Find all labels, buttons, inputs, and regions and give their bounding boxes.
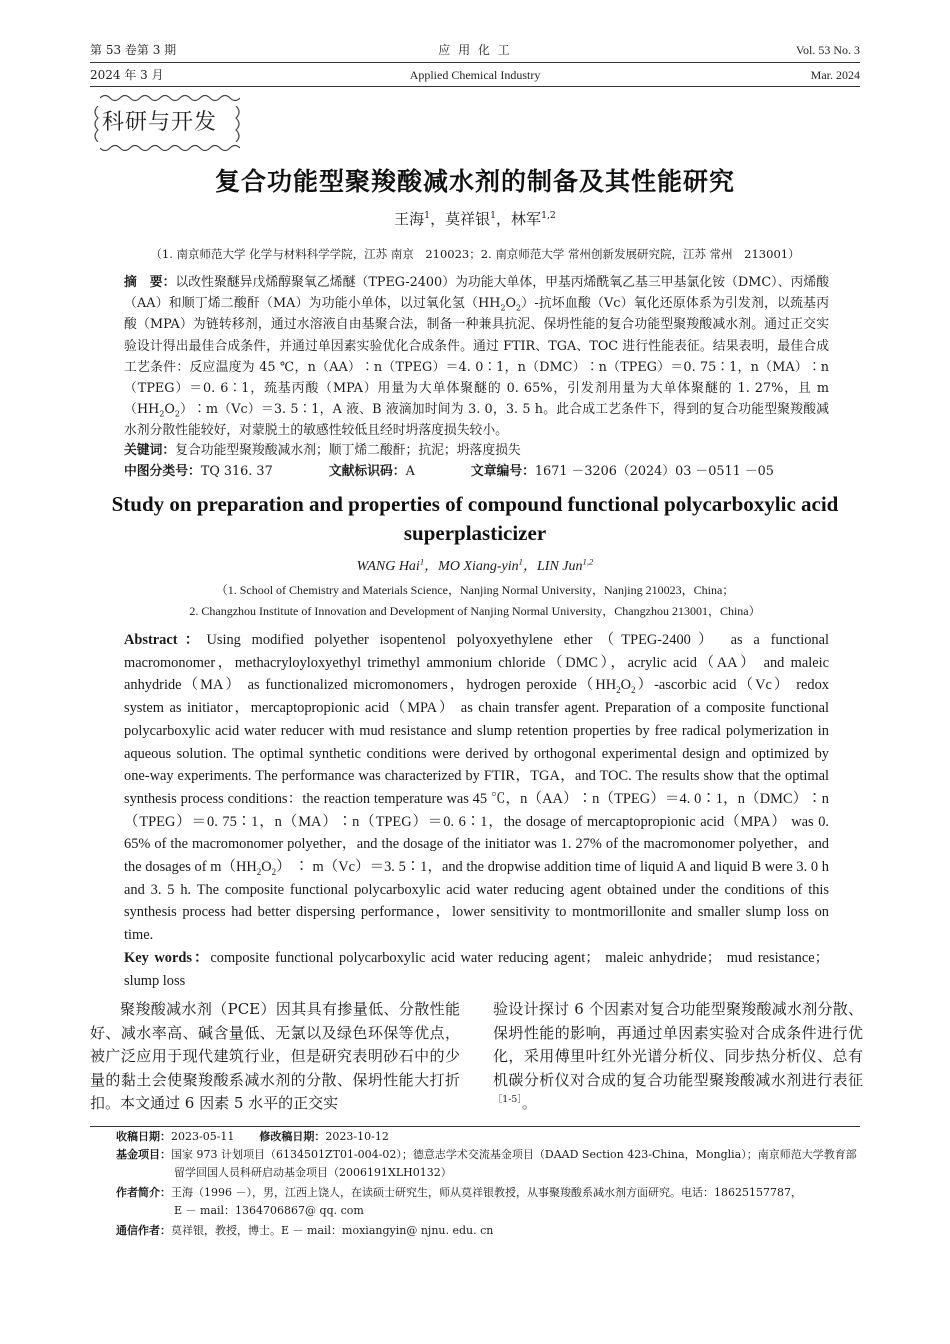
abstract-cn-label: 摘 要： (124, 275, 176, 290)
citation-ref: ［1-5］ (493, 1094, 522, 1106)
revised-date: 2023-10-12 (325, 1130, 389, 1143)
corresponding-label: 通信作者： (116, 1224, 171, 1237)
author-name: 莫祥银 (445, 210, 491, 228)
affiliation-en-line: 2. Changzhou Institute of Innovation and Development of Nanjing Normal University，Changzhou 213001，China） (189, 604, 761, 618)
keywords-cn (124, 440, 829, 461)
subscript: 2 (271, 866, 277, 877)
article-no-value: 1671 －3206（2024）03 －0511 －05 (534, 464, 774, 479)
abstract-cn-text: ）∶m（Vc）＝3. 5∶1，A 液、B 液滴加时间为 3. 0，3. 5 h。此合成工艺条件下，得到的复合功能型聚羧酸减水剂分散性能较好，对蒙脱土的敏感性较低且经时坍落度损失较小。 (124, 402, 829, 439)
body-text: 验设计探讨 6 个因素对复合功能型聚羧酸减水剂分散、保坍性能的影响，再通过单因素实验对合成条件进行优化，采用傅里叶红外光谱分析仪、同步热分析仪、总有机碳分析仪对合成的复合功能型聚羧酸减水剂进行表征 (493, 1000, 863, 1089)
abstract-en-text: ） ∶ m（Vc）＝3. 5∶1，and the dropwise addition time of liquid A and liquid B were 3. 0 h and 3. 5 h. The composite functional polycarboxylic acid water reducing agent obtained under the conditions of this synthesis process had better dispersing performance，lower sensitivity to montmorillonite and smaller slump loss on time. (124, 859, 829, 944)
journal-name-en: Applied Chemical Industry (409, 68, 541, 82)
received-label: 收稿日期： (116, 1130, 171, 1143)
header-divider (90, 62, 860, 63)
subscript: 2 (174, 409, 180, 419)
ornament-left-icon (92, 106, 102, 142)
formula-o: O (261, 859, 272, 876)
body-paragraph (493, 998, 863, 1116)
abstract-cn-text: 以改性聚醚异戊烯醇聚氧乙烯醚（TPEG-2400）为功能大单体，甲基丙烯酰氧乙基三甲基氯化铵（DMC）、丙烯酸（AA）和顺丁烯二酸酐（MA）为功能小单体，以过氧化氢（H (124, 275, 830, 312)
author-affil-mark: 1 (419, 556, 425, 567)
ornament-right-icon (232, 106, 242, 142)
abstract-en (124, 629, 829, 992)
formula-h: H (148, 402, 160, 418)
abstract-en-text: ）-ascorbic acid（Vc） redox system as initiator，mercaptopropionic acid（MPA） as chain transfer agent. Preparation of a composite functional polycarboxylic acid water reducer with mud resistance and slump retention properties by free radical polymerization in aqueous solution. The optimal synthetic conditions were derived by orthogonal experimental design and optimized by one-way experiments. The performance was characterized by FTIR，TGA，and TOC. The results show that the optimal synthesis process conditions：the reaction temperature was 45 ℃，n（AA）∶n（TPEG）＝4. 0∶1，n（DMC）∶n（TPEG）＝0. 75∶1，n（MA）∶n（TPEG）＝0. 6∶1，the dosage of mercaptopropionic acid（MPA） was 0. 65% of the macromonomer polyether，and the dosage of the initiator was 1. 27% of the macromonomer polyether，and the dosages of m（H (124, 677, 829, 876)
abstract-cn (124, 272, 829, 442)
author-name-en: WANG Hai (356, 559, 420, 574)
author-name: 林军 (511, 210, 542, 228)
author-bio-label: 作者简介： (116, 1186, 171, 1199)
received-date: 2023-05-11 (171, 1130, 235, 1143)
keywords-en-label: Key words： (124, 949, 211, 966)
author-bio-text: 王海（1996 －），男，江西上饶人，在读硕士研究生，师从莫祥银教授，从事聚羧酸系减水剂方面研究。电话：18625157787， (171, 1186, 802, 1199)
keywords-cn-text: 复合功能型聚羧酸减水剂；顺丁烯二酸酐；抗泥；坍落度损失 (175, 443, 521, 458)
formula-h: H (489, 296, 501, 312)
ornament-top-icon (100, 94, 240, 102)
footnote-corresponding (116, 1222, 862, 1240)
body-column-left (90, 998, 460, 1116)
author-email: E － mail：1364706867@ qq. com (174, 1204, 364, 1217)
author-affil-mark: 1 (424, 210, 431, 221)
body-text-end: 。 (521, 1094, 537, 1113)
body-paragraph: 聚羧酸减水剂（PCE）因其具有掺量低、分散性能好、减水率高、碱含量低、无氯以及绿色环保等优点，被广泛应用于现代建筑行业，但是研究表明砂石中的少量的黏土会使聚羧酸系减水剂的分散、保坍性能大打折扣。本文通过 6 因素 5 水平的正交实 (90, 1000, 460, 1113)
article-no-label: 文章编号： (470, 464, 535, 479)
journal-date: 2024 年 3 月 (90, 68, 164, 82)
author-list-cn: 王海$^1$，莫祥银$^1$，林军$^{1,2}$ (394, 210, 556, 228)
author-list-en: WANG Hai$^1$，MO Xiang-yin$^1$，LIN Jun$^{1,2}$ (356, 556, 594, 574)
ornament-bottom-icon (100, 144, 240, 152)
author-name-en: LIN Jun (537, 559, 583, 574)
corresponding-text: 莫祥银，教授，博士。E － mail：moxiangyin@ njnu. edu. cn (171, 1224, 494, 1237)
subscript: 2 (159, 409, 165, 419)
subscript: 2 (516, 303, 522, 313)
abstract-en-text: Using modified polyether isopentenol polyoxyethylene ether（TPEG-2400） as a functional macromonomer，methacryloyloxyethyl trimethyl ammonium chloride（DMC），acrylic acid（AA） and maleic anhydride（MA） as functionalized micromonomers，hydrogen peroxide（H (124, 632, 829, 694)
article-title-cn: 复合功能型聚羧酸减水剂的制备及其性能研究 (214, 167, 735, 196)
author-affil-mark: 1,2 (541, 210, 556, 221)
author-name-en: MO Xiang-yin (438, 559, 519, 574)
clc-value: TQ 316. 37 (200, 464, 273, 479)
formula-h: H (605, 677, 617, 694)
author-affil-mark: 1,2 (582, 556, 594, 567)
fund-label: 基金项目： (116, 1148, 171, 1161)
formula-o: O (505, 296, 516, 312)
author-affil-mark: 1 (490, 210, 497, 221)
footnote-fund (116, 1146, 862, 1182)
affiliation-cn: （1. 南京师范大学 化学与材料科学学院，江苏 南京 210023；2. 南京师范大学 常州创新发展研究院，江苏 常州 213001） (150, 247, 800, 261)
journal-date-en: Mar. 2024 (810, 68, 860, 82)
doc-code-label: 文献标识码： (328, 464, 406, 479)
footnote-author (116, 1184, 862, 1220)
subscript: 2 (500, 303, 506, 313)
affiliation-en (90, 580, 860, 622)
journal-name-cn: 应 用 化 工 (438, 43, 512, 57)
abstract-en-label: Abstract： (124, 632, 207, 648)
footnote-divider (90, 1126, 860, 1127)
journal-volume-en: Vol. 53 No. 3 (795, 43, 860, 57)
formula-h: H (246, 859, 257, 876)
formula-o: O (164, 402, 175, 418)
fund-text: 国家 973 计划项目（6134501ZT01-004-02）；德意志学术交流基金项目（DAAD Section 423-China，Monglia）；南京师范大学教育部 (171, 1148, 857, 1161)
header-divider-bottom (90, 86, 860, 87)
journal-volume: 第 53 卷第 3 期 (90, 43, 177, 57)
body-column-right (493, 998, 863, 1116)
fund-text-cont: 留学回国人员科研启动基金项目（2006191XLH0132） (174, 1166, 452, 1179)
keywords-en-text: composite functional polycarboxylic acid water reducing agent； maleic anhydride； mud resistance； slump loss (124, 949, 829, 989)
subscript: 2 (631, 685, 636, 696)
formula-o: O (620, 677, 632, 694)
subscript: 2 (256, 866, 262, 877)
abstract-cn-text: ）-抗坏血酸（Vc）氧化还原体系为引发剂，以巯基丙酸（MPA）为链转移剂，通过水溶液自由基聚合法，制备一种兼具抗泥、保坍性能的复合功能型聚羧酸减水剂。通过正交实验设计得出最佳合成条件，并通过单因素实验优化合成条件。通过 FTIR、TGA、TOC 进行性能表征。结果表明，最佳合成工艺条件：反应温度为 45 ℃，n（AA）∶n（TPEG）＝4. 0∶1，n（DMC）∶n（TPEG）＝0. 75∶1，n（MA）∶n（TPEG）＝0. 6∶1，巯基丙酸（MPA）用量为大单体聚醚的 0. 65%，引发剂用量为大单体聚醚的 1. 27%，且 m（H (124, 296, 829, 418)
author-affil-mark: 1 (518, 556, 523, 567)
footnote-dates (116, 1128, 862, 1146)
revised-label: 修改稿日期： (259, 1130, 326, 1143)
subscript: 2 (616, 685, 621, 696)
affiliation-en-line: （1. School of Chemistry and Materials Science，Nanjing Normal University，Nanjing 210023，China； (215, 583, 735, 597)
doc-code-value: A (405, 464, 415, 479)
keywords-cn-label: 关键词： (124, 443, 176, 458)
column-label: 科研与开发 (102, 110, 218, 135)
column-badge (92, 92, 242, 154)
classification-line (124, 461, 829, 482)
clc-label: 中图分类号： (124, 464, 201, 479)
author-name: 王海 (394, 210, 425, 228)
article-title-en: Study on preparation and properties of compound functional polycarboxylic acid superplasticizer (111, 492, 839, 545)
